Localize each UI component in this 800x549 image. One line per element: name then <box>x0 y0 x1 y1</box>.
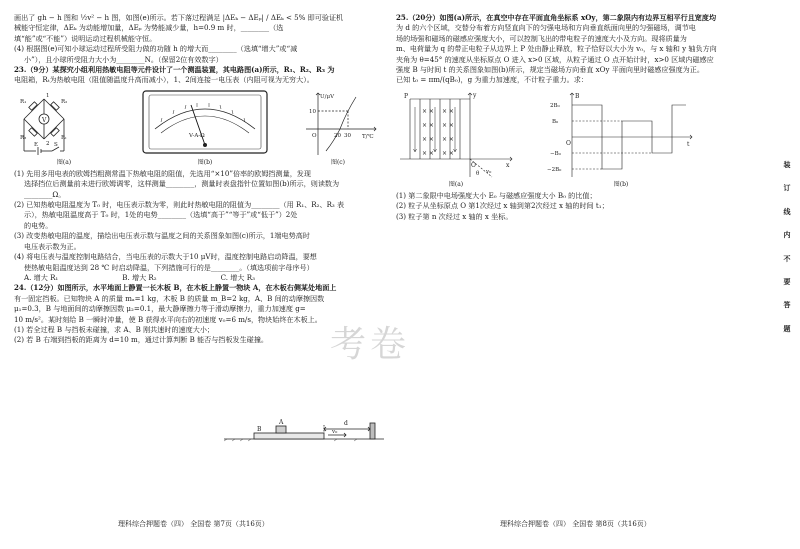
q23-part1-line1: (1) 先用多用电表的欧姆挡粗测常温下热敏电阻的阻值，先选用“×10”倍率的欧姆挡测量，发现 <box>14 168 311 178</box>
sidebar-char-2: 订 <box>783 183 791 193</box>
q25-figure-a-caption: 图(a) <box>448 180 464 188</box>
q25-figure-b-caption: 图(b) <box>613 180 629 188</box>
svg-text:2: 2 <box>46 140 50 147</box>
svg-text:× ×: × × <box>422 107 434 115</box>
q24-part2: (2) 若 B 右端到挡板的距离为 d=10 m，通过计算判断 B 能否与挡板发生碰撞。 <box>14 335 269 345</box>
intro-line-2: 械能守恒定律，ΔEₖ 为动能增加量，ΔEₚ 为势能减少量，h=0.9 m 时，________（选 <box>14 23 284 33</box>
tick-neg-2b0: −2B₀ <box>547 166 562 173</box>
block-a-label: A <box>279 419 284 426</box>
intro-line-1: 画出了 gh − h 图和 ½v² − h 图，如图(e)所示。若下落过程满足 |ΔEₖ − ΔEₚ| / ΔEₖ < 5% 即可验证机 <box>14 13 344 22</box>
left-page-footer: 理科综合押题卷（四） 全国卷 第7页（共16页） <box>118 520 269 528</box>
q23-title: 23.（9分）某探究小组利用热敏电阻等元件设计了一个测温装置，其电路图(a)所示，R₁、R₂、R₃ 为 <box>14 65 335 75</box>
svg-text:E: E <box>34 141 39 148</box>
sidebar-char-7: 答 <box>783 300 791 310</box>
figure-a <box>14 89 114 167</box>
theta-label: θ <box>476 170 480 177</box>
q23-part2-line3: 的电势。 <box>24 220 53 230</box>
q24-part1: (1) 若全过程 B 与挡板未碰撞，求 A、B 刚共速时的速度大小； <box>14 324 215 334</box>
svg-text:Rₜ: Rₜ <box>61 134 67 141</box>
tick-b0: B₀ <box>552 118 559 125</box>
q25-line-6: 强度 B 与时间 t 的关系图象如图(b)所示，规定当磁场方向垂直 xOy 平面向里时磁感应强度为正。 <box>396 65 704 75</box>
q25-line-7: 已知 t₀ = πm/(qB₀)，g 为重力加速度，不计粒子重力。求： <box>396 75 588 85</box>
q23-options <box>14 273 380 283</box>
svg-text:R₂: R₂ <box>61 98 68 105</box>
figure-c <box>296 89 380 167</box>
svg-text:1: 1 <box>46 92 50 99</box>
intro-line-3: 填“能”或“不能”）说明运动过程机械能守恒。 <box>14 33 157 43</box>
svg-text:× ×: × × <box>422 149 434 157</box>
svg-text:V: V <box>42 116 47 124</box>
point-p-label: P <box>404 92 409 100</box>
graph-tick-10: 10 <box>309 108 316 115</box>
q24-line-2: 有一固定挡板。已知物块 A 的质量 mₐ=1 kg，木板 B 的质量 m_B=2 kg，A、B 间的动摩擦因数 <box>14 293 325 303</box>
sidebar-char-5: 不 <box>783 253 791 263</box>
graph-tick-20: 20 <box>334 132 341 139</box>
t-axis-label: t <box>687 140 690 148</box>
q23-part4-line2: 使热敏电阻温度达到 28 ℃ 时启动降温，下列措施可行的是________。（填选项前字母序号） <box>24 262 314 272</box>
q25-part3: (3) 粒子第 n 次经过 x 轴的 x 坐标。 <box>396 211 513 221</box>
binding-margin-notice <box>782 160 792 334</box>
watermark: 考卷 <box>330 324 411 365</box>
q25-figure-a <box>396 89 516 189</box>
q23-part2-line1: (2) 已知热敏电阻温度为 T₀ 时，电压表示数为零，则此时热敏电阻的阻值为________（用 R₁、R₂、R₃ 表 <box>14 200 345 210</box>
y-axis-label: y <box>473 91 477 99</box>
q23-part3-line1: (3) 改变热敏电阻的温度，描绘出电压表示数与温度之间的关系图象如图(c)所示，1端电势高时 <box>14 231 310 241</box>
q24-line-4: 10 m/s²。某时刻给 B 一瞬时冲量，使 B 获得水平向右的初速度 v₀=6 m/s，物块始终在木板上。 <box>14 314 322 324</box>
right-page <box>396 13 753 222</box>
sidebar-char-8: 题 <box>783 323 791 333</box>
option-a: A. 增大 R₁ <box>24 272 59 282</box>
sidebar-char-3: 线 <box>783 206 791 216</box>
svg-text:R₁: R₁ <box>20 98 27 105</box>
left-page <box>14 13 380 346</box>
q23-part1-line3: ________Ω。 <box>24 189 66 199</box>
q23-part4-line1: (4) 将电压表与温度控制电路结合，当电压表的示数大于10 μV时，温度控制电路启动降温，要想 <box>14 252 317 262</box>
velocity-v0-label: v₀ <box>486 168 492 175</box>
right-page-footer: 理科综合押题卷（四） 全国卷 第8页（共16页） <box>500 520 651 528</box>
svg-text:× ×: × × <box>442 149 454 157</box>
field-regions-diagram <box>396 89 516 181</box>
tick-neg-b0: −B₀ <box>550 150 561 157</box>
figure-c-caption: 图(c) <box>330 158 346 166</box>
svg-text:× ×: × × <box>422 135 434 143</box>
board-block-diagram <box>224 413 394 443</box>
svg-text:× ×: × × <box>442 135 454 143</box>
q25-line-3: 场的场强和磁场的磁感应强度大小，可以控制飞出的带电粒子的速度大小及方向。现将质量为 <box>396 33 687 43</box>
q25-part2: (2) 粒子从坐标原点 O 第1次经过 x 轴到第2次经过 x 轴的时间 t₁； <box>396 201 609 211</box>
graph-tick-30: 30 <box>344 132 351 139</box>
q25-figure-b <box>546 89 696 189</box>
sidebar-char-1: 装 <box>783 160 791 169</box>
svg-text:× ×: × × <box>422 121 434 129</box>
tick-2b0: 2B₀ <box>550 102 560 109</box>
board-b-label: B <box>257 426 262 433</box>
option-c: C. 增大 R₃ <box>220 272 255 282</box>
option-b: B. 增大 R₂ <box>122 272 157 282</box>
q25-title: 25.（20分）如图(a)所示，在真空中存在平面直角坐标系 xOy，第二象限内有边界互相平行且宽度均 <box>396 13 717 22</box>
intro-line-5: 小”），且小球所受阻力大小为________N。（保留2位有效数字） <box>24 54 223 64</box>
multimeter-dial <box>141 89 269 159</box>
sidebar-char-4: 内 <box>783 230 791 240</box>
q25-line-2: 为 d 的六个区域，交替分布着方向竖直向下的匀强电场和方向垂直纸面向里的匀强磁场，调节电 <box>396 23 696 33</box>
bridge-circuit-diagram <box>14 89 114 159</box>
q25-line-4: m、电荷量为 q 的带正电粒子从边界上 P 处由静止释放，粒子恰好以大小为 v₀，与 x 轴和 y 轴负方向 <box>396 44 717 54</box>
velocity-label: v₀ <box>332 429 338 435</box>
b-origin-label: O <box>566 139 571 147</box>
graph-t-label: T/℃ <box>362 133 374 140</box>
figure-b-caption: 图(b) <box>197 158 213 166</box>
figure-a-caption: 图(a) <box>56 158 72 166</box>
q23-part1-line2: 选择挡位后测量前未进行欧姆调零，这样测量________，测量时表盘指针位置如图(b)所示，则读数为 <box>24 179 340 189</box>
svg-text:R₃: R₃ <box>20 134 27 141</box>
sidebar-char-6: 要 <box>783 277 791 287</box>
u-t-graph <box>296 89 380 159</box>
q24-line-3: μ₁=0.3，B 与地面间的动摩擦因数 μ₂=0.1，最大静摩擦力等于滑动摩擦力，重力加速度 g= <box>14 304 306 314</box>
origin-label: O <box>471 161 476 169</box>
b-t-graph <box>546 89 696 181</box>
q23-figures <box>14 89 380 167</box>
q25-line-5: 夹角为 θ=45° 的速度从坐标原点 O 进入 x>0 区域，从粒子通过 O 点开始计时，x>0 区域内磁感应 <box>396 54 714 64</box>
q23-part3-line2: 电压表示数为正。 <box>24 241 81 251</box>
svg-text:× ×: × × <box>442 107 454 115</box>
q24-title: 24.（12分）如图所示，水平地面上静置一长木板 B，在木板上静置一物块 A，在木板右侧某处地面上 <box>14 283 337 293</box>
svg-text:S: S <box>54 141 58 148</box>
b-axis-label: B <box>575 92 580 100</box>
x-axis-label: x <box>506 161 510 169</box>
graph-origin: O <box>312 132 317 139</box>
meter-label: V-A-Ω <box>189 132 205 139</box>
q23-part2-line2: 示），热敏电阻温度高于 T₀ 时，1处的电势________（选填“高于”“等于”或“低于”）2处 <box>24 210 298 220</box>
figure-b <box>141 89 269 167</box>
distance-label: d <box>344 420 348 427</box>
svg-text:× ×: × × <box>442 121 454 129</box>
q25-figures <box>396 89 753 189</box>
q25-part1: (1) 第二象限中电场强度大小 E₀ 与磁感应强度大小 B₀ 的比值； <box>396 190 597 200</box>
intro-line-4: (4) 根据图(e)可知小球运动过程所受阻力做的功随 h 的增大而________（选填“增大”或“减 <box>14 44 298 54</box>
graph-u-label: U/μV <box>320 93 335 100</box>
q23-line-2: 电阻箱，Rₜ为热敏电阻（阻值随温度升高而减小），1、2间连接一电压表（内阻可视为无穷大）。 <box>14 75 314 85</box>
